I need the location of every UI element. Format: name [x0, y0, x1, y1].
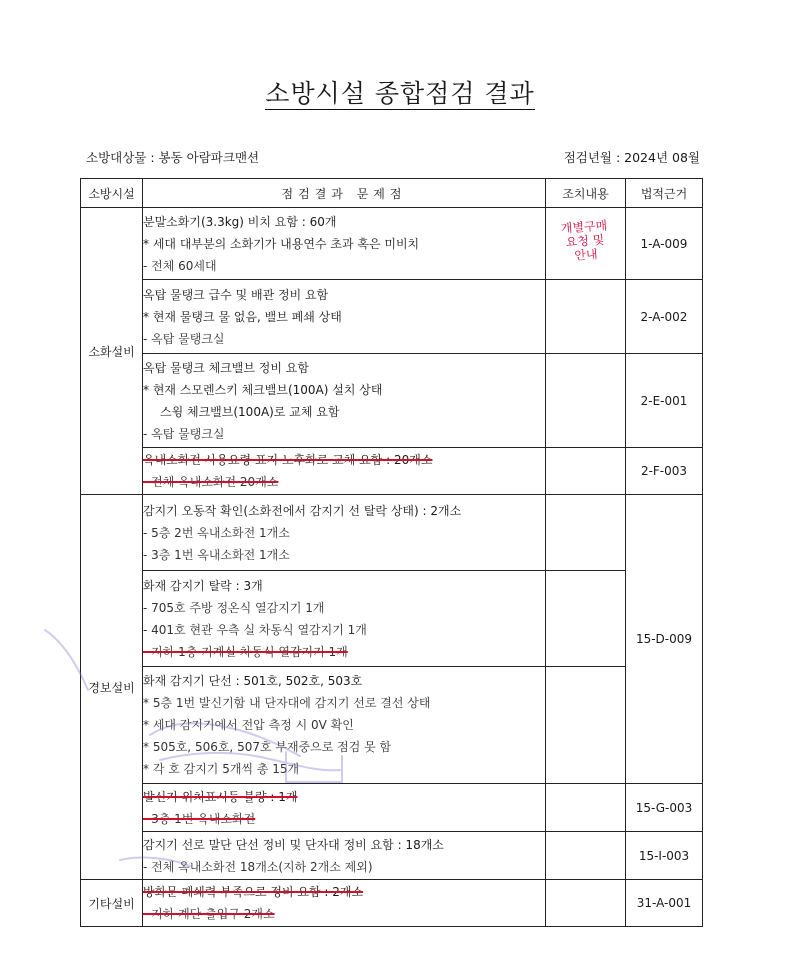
- problem-title: 화재 감지기 단선 : 501호, 502호, 503호: [143, 674, 363, 688]
- inspection-results-table: [80, 178, 703, 927]
- table-row: [81, 280, 703, 354]
- law-code: 2-F-003: [626, 448, 703, 495]
- problem-cell: [143, 208, 546, 280]
- problem-title-struck: 방화문 폐쇄력 부족으로 정비 요함 : 2개소: [143, 885, 364, 899]
- problem-location: - 전체 옥내소화전 18개소(지하 2개소 제외): [143, 859, 373, 874]
- table-row: [81, 354, 703, 448]
- problem-detail: * 현재 물탱크 물 없음, 밸브 폐쇄 상태: [143, 309, 342, 324]
- problem-cell: [143, 354, 546, 448]
- problem-location: - 5층 2번 옥내소화전 1개소: [143, 525, 290, 540]
- problem-location-struck: - 지하 계단 출입구 2개소: [143, 907, 275, 921]
- law-code: 15-I-003: [626, 832, 703, 880]
- category-other: 기타설비: [81, 880, 143, 927]
- table-header-row: [81, 179, 703, 208]
- header-category: 소방시설: [81, 179, 143, 208]
- category-alarm: 경보설비: [81, 495, 143, 880]
- law-code: 2-E-001: [626, 354, 703, 448]
- problem-detail: 스윙 체크밸브(100A)로 교체 요함: [160, 404, 340, 419]
- action-cell: [546, 784, 626, 832]
- table-row: [81, 571, 703, 667]
- handwritten-action-note: 개별구매 요청 및 안내: [560, 218, 608, 263]
- problem-location-struck: - 전체 옥내소화전 20개소: [143, 475, 279, 489]
- action-cell: [546, 280, 626, 354]
- problem-title: 화재 감지기 탈락 : 3개: [143, 578, 263, 593]
- table-row: [81, 832, 703, 880]
- problem-location: - 705호 주방 정온식 열감지기 1개: [143, 600, 325, 615]
- header-law: 법적근거: [626, 179, 703, 208]
- problem-cell: [143, 448, 546, 495]
- problem-detail: * 세대 감지기에서 전압 측정 시 0V 확인: [143, 718, 354, 732]
- table-row: [81, 880, 703, 927]
- problem-detail: * 현재 스모렌스키 체크밸브(100A) 설치 상태: [143, 382, 383, 397]
- table-row: [81, 448, 703, 495]
- problem-cell: [143, 667, 546, 784]
- action-cell: [546, 448, 626, 495]
- problem-location: - 옥탑 물탱크실: [143, 331, 225, 346]
- problem-location-struck: - 지하 1층 기계실 차동식 열감지기 1개: [143, 644, 348, 659]
- problem-location: - 전체 60세대: [143, 258, 217, 273]
- inspection-period: 점검년월 : 2024년 08월: [563, 150, 700, 165]
- law-code: 2-A-002: [626, 280, 703, 354]
- problem-detail: * 각 호 감지기 5개씩 총 15개: [143, 762, 300, 776]
- problem-cell: [143, 880, 546, 927]
- target-building: 소방대상물 : 봉동 아람파크맨션: [86, 150, 260, 165]
- problem-title: 감지기 선로 말단 단선 정비 및 단자대 정비 요함 : 18개소: [143, 837, 444, 852]
- problem-location: - 401호 현관 우측 실 차동식 열감지기 1개: [143, 622, 367, 637]
- category-fire-suppression: 소화설비: [81, 208, 143, 495]
- law-code: 15-D-009: [626, 495, 703, 784]
- action-cell: [546, 880, 626, 927]
- problem-detail: * 5층 1번 발신기함 내 단자대에 감지기 선로 결선 상태: [143, 696, 431, 710]
- problem-title: 분말소화기(3.3kg) 비치 요함 : 60개: [143, 214, 337, 229]
- problem-cell: [143, 495, 546, 571]
- problem-cell: [143, 832, 546, 880]
- problem-location-struck: - 3층 1번 옥내소화전: [143, 811, 256, 826]
- problem-cell: [143, 280, 546, 354]
- table-row: [81, 495, 703, 571]
- action-cell: [546, 571, 626, 667]
- header-action: 조치내용: [546, 179, 626, 208]
- problem-title: 옥탑 물탱크 체크밸브 정비 요함: [143, 360, 309, 375]
- problem-title-struck: 옥내소화전 사용요령 표지 노후화로 교체 요함 : 20개소: [143, 453, 433, 467]
- document-title: 소방시설 종합점검 결과: [265, 79, 535, 108]
- table-row: [81, 667, 703, 784]
- law-code: 31-A-001: [626, 880, 703, 927]
- problem-detail: * 505호, 506호, 507호 부재중으로 점검 못 함: [143, 740, 392, 754]
- action-cell: [546, 667, 626, 784]
- problem-cell: [143, 571, 546, 667]
- law-code: 1-A-009: [626, 208, 703, 280]
- problem-location: - 옥탑 물탱크실: [143, 426, 225, 441]
- action-cell: [546, 354, 626, 448]
- law-code: 15-G-003: [626, 784, 703, 832]
- header-problems: 점검결과 문제점: [143, 179, 546, 208]
- table-row: [81, 784, 703, 832]
- problem-title: 옥탑 물탱크 급수 및 배관 정비 요함: [143, 287, 329, 302]
- action-cell: [546, 832, 626, 880]
- problem-location: - 3층 1번 옥내소화전 1개소: [143, 547, 290, 562]
- problem-title-struck: 발신기 위치표시등 불량 : 1개: [143, 789, 298, 804]
- problem-detail: * 세대 대부분의 소화기가 내용연수 초과 혹은 미비치: [143, 236, 420, 251]
- problem-cell: [143, 784, 546, 832]
- action-cell: [546, 495, 626, 571]
- problem-title: 감지기 오동작 확인(소화전에서 감지기 선 탈락 상태) : 2개소: [143, 503, 462, 518]
